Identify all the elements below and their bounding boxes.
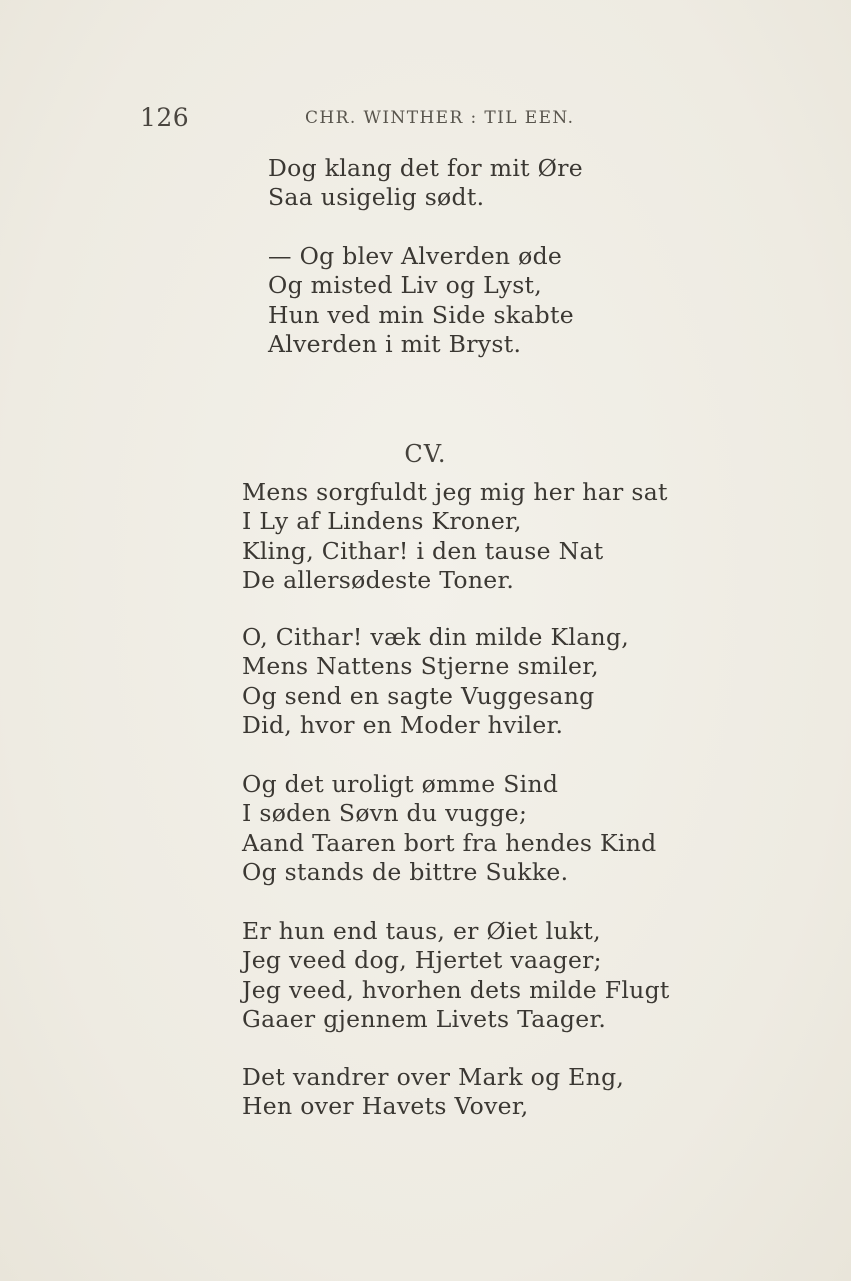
stanza-continued-1 [268,154,583,213]
verse-line: Kling, Cithar! i den tause Nat [242,536,604,565]
page-number: 126 [140,103,190,132]
verse-line: Mens Nattens Stjerne smiler, [242,652,599,681]
verse-line: I søden Søvn du vugge; [242,799,528,828]
verse-line: De allersødeste Toner. [242,565,515,594]
verse-line: Aand Taaren bort fra hendes Kind [242,828,657,857]
verse-line: Jeg veed dog, Hjertet vaager; [242,946,602,975]
verse-line: Did, hvor en Moder hviler. [242,710,564,739]
running-head: CHR. WINTHER : TIL EEN. [305,108,575,128]
verse-line: Og det uroligt ømme Sind [242,770,559,798]
stanza-continued-2 [268,242,574,359]
verse-line: Er hun end taus, er Øiet lukt, [242,917,601,945]
verse-line: Hen over Havets Vover, [242,1092,529,1121]
stanza-3 [242,770,657,887]
stanza-1 [242,478,668,595]
verse-line: Hun ved min Side skabte [268,300,574,329]
page-header [0,103,851,131]
verse-line: Dog klang det for mit Øre [268,154,583,182]
verse-line: Saa usigelig sødt. [268,183,485,212]
verse-line: Og stands de bittre Sukke. [242,857,569,886]
stanza-2 [242,623,629,740]
verse-line: — Og blev Alverden øde [268,242,563,270]
verse-line: I Ly af Lindens Kroner, [242,507,522,536]
verse-line: Jeg veed, hvorhen dets milde Flugt [242,975,670,1004]
verse-line: Mens sorgfuldt jeg mig her har sat [242,478,668,506]
stanza-4 [242,917,670,1034]
verse-line: Det vandrer over Mark og Eng, [242,1063,625,1091]
verse-line: O, Cithar! væk din milde Klang, [242,623,630,651]
verse-line: Alverden i mit Bryst. [268,329,522,358]
verse-line: Gaaer gjennem Livets Taager. [242,1004,607,1033]
stanza-5 [242,1063,624,1122]
verse-line: Og misted Liv og Lyst, [268,271,543,300]
verse-line: Og send en sagte Vuggesang [242,681,595,710]
section-heading: CV. [404,440,447,468]
